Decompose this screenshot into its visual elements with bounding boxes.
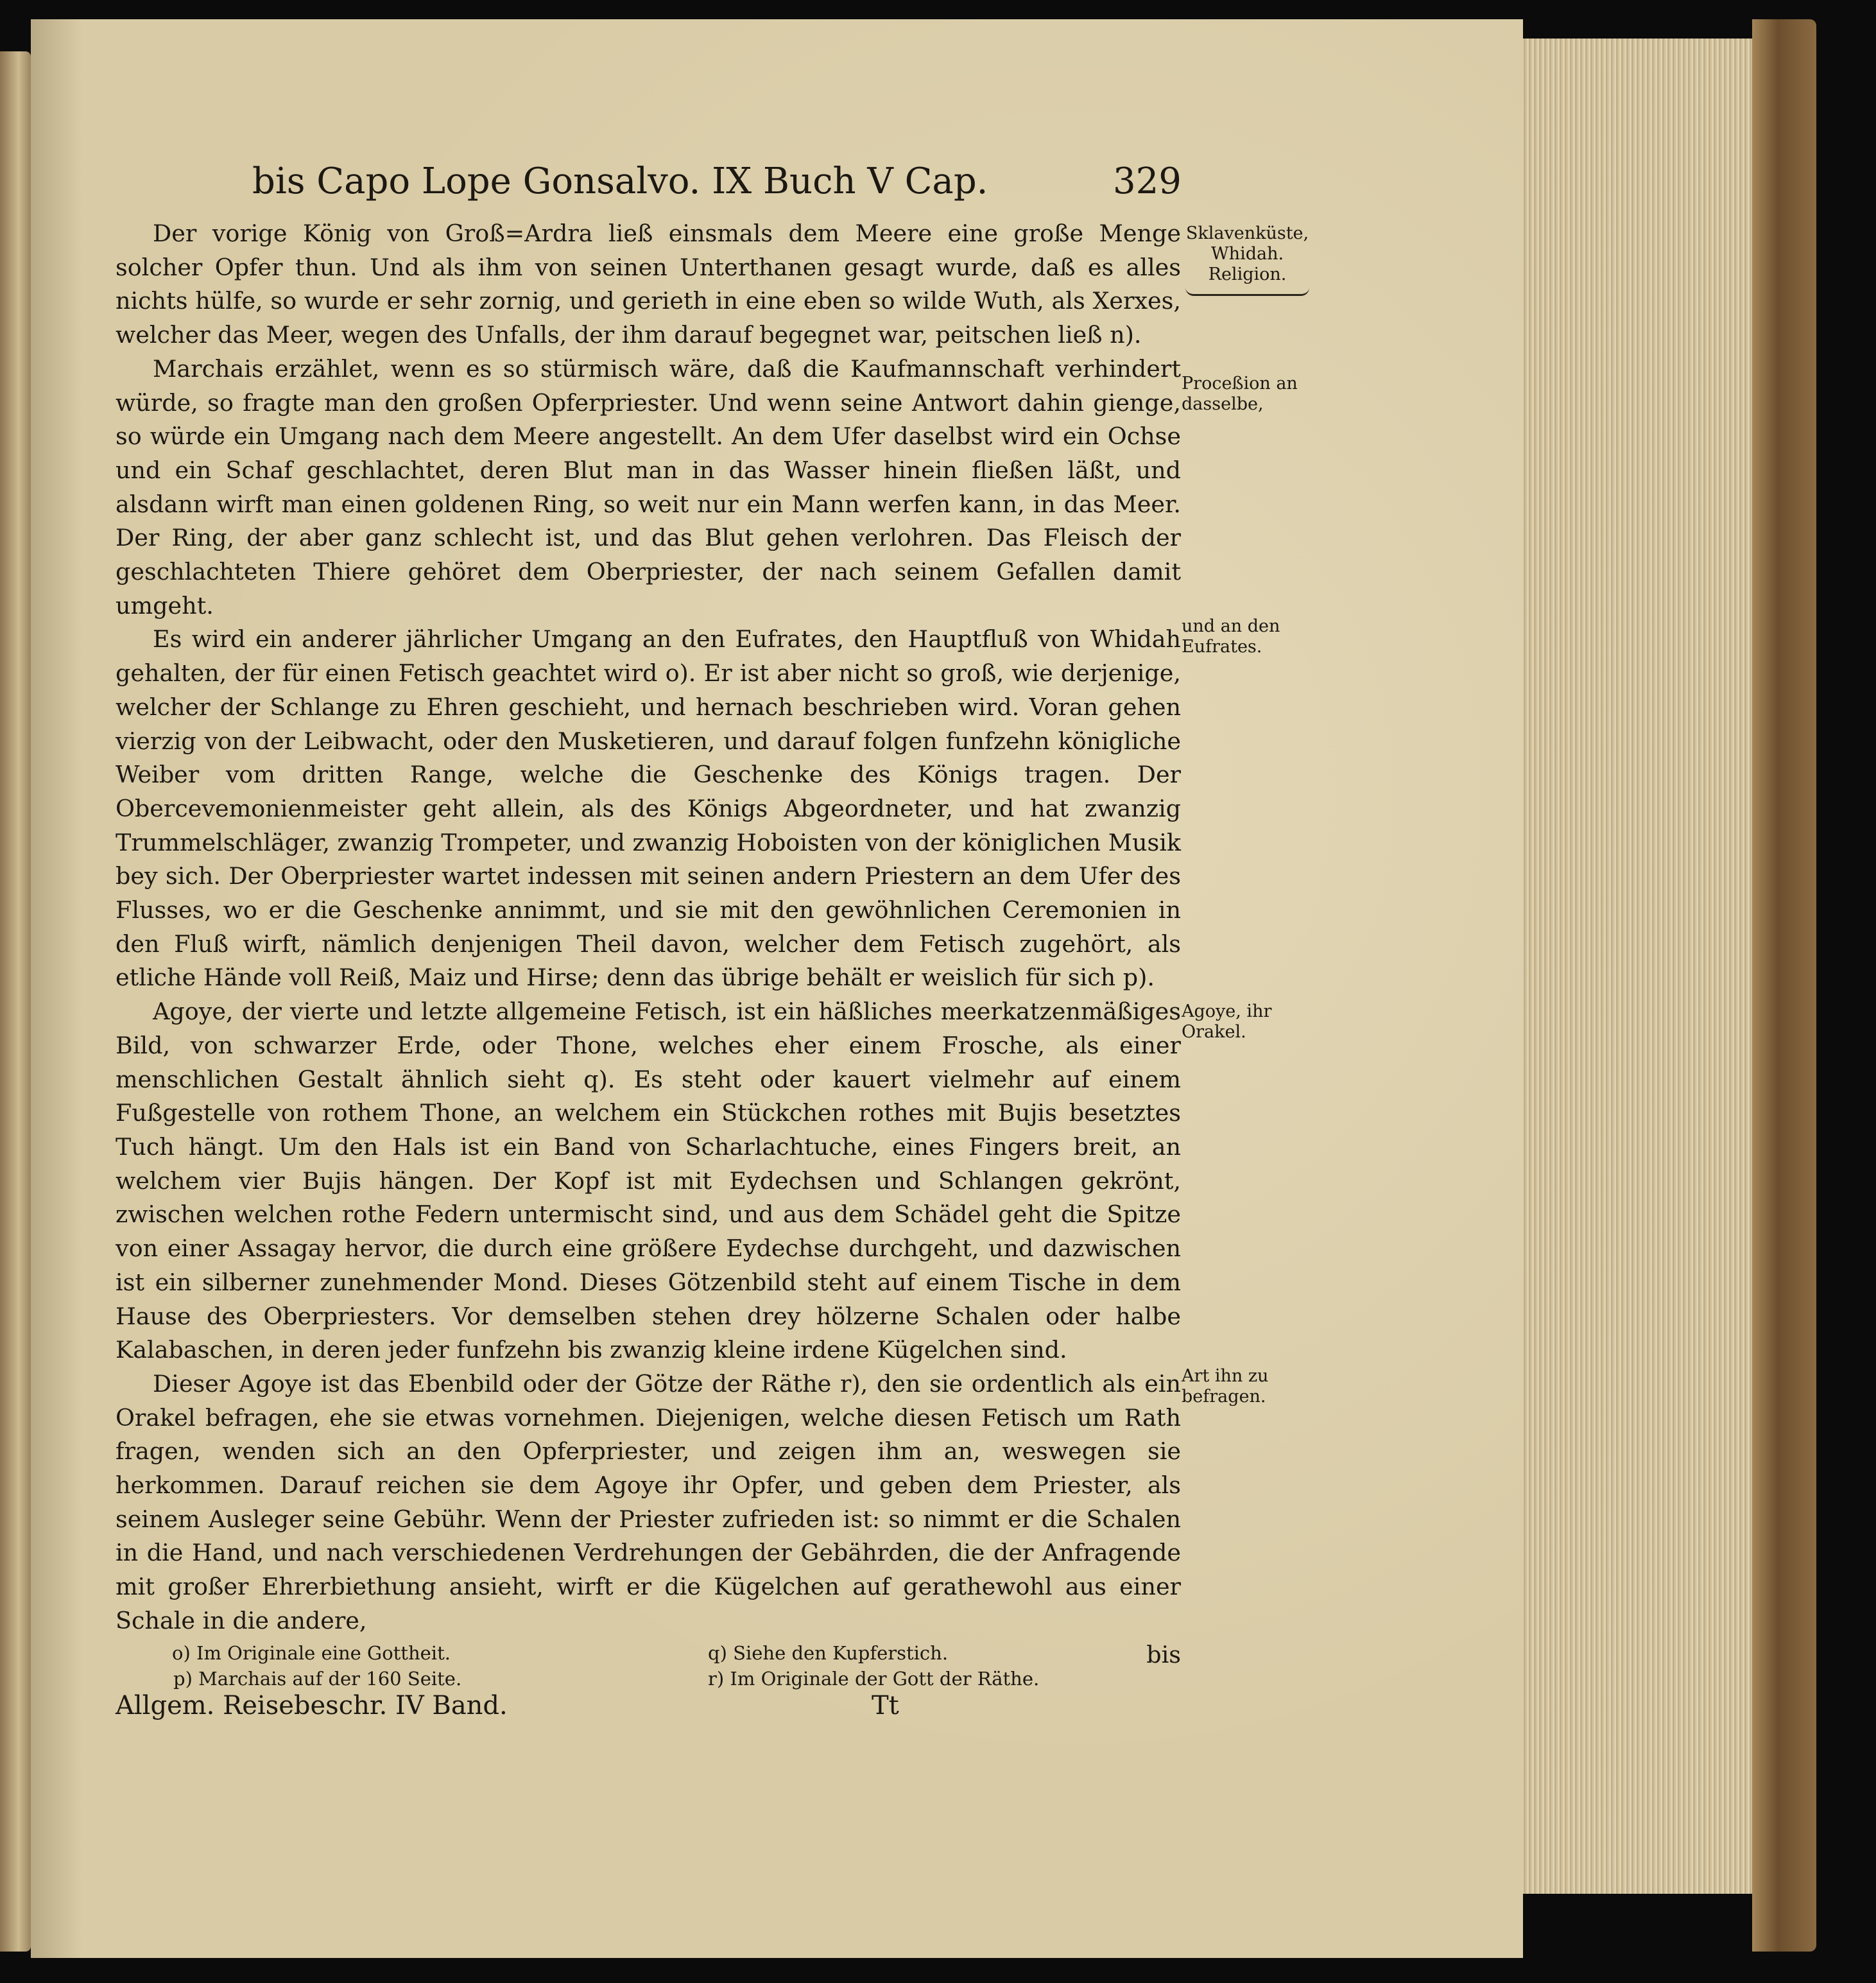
brace-decoration (1185, 288, 1309, 296)
margin-note: und an den Eufrates. (1182, 616, 1280, 657)
margin-note: Art ihn zu befragen. (1182, 1366, 1269, 1407)
running-title: bis Capo Lope Gonsalvo. IX Buch V Cap. (252, 160, 988, 202)
margin-note: Agoye, ihr Orakel. (1182, 1001, 1272, 1042)
margin-note-text: Sklavenküste, Whidah. Religion. (1185, 223, 1309, 284)
catchword: bis (1146, 1640, 1181, 1668)
signature-mark: Tt (872, 1691, 899, 1720)
paragraph: Der vorige König von Groß=Ardra ließ einsmals dem Meere eine große Menge solcher Opfer thun. Und als ihm von seinen Unterthanen gesagt wurde, daß es alles nichts hülfe, so wurde er sehr zornig, und gerieth in eine eben so wilde Wuth, als Xerxes, welcher das Meer, wegen des Unfalls, der ihm darauf begegnet war, peitschen ließ n). (116, 220, 1181, 349)
facing-page-edge (0, 51, 31, 1952)
footnote-o: o) Im Originale eine Gottheit. (172, 1642, 451, 1664)
footnote-p: p) Marchais auf der 160 Seite. (173, 1668, 462, 1690)
paragraph: Agoye, der vierte und letzte allgemeine Fetisch, ist ein häßliches meerkatzenmäßiges Bild, von schwarzer Erde, oder Thone, welches eher einem Frosche, als einer menschlichen Gestalt ähnlich sieht q). Es steht oder kauert vielmehr auf einem Fußgestelle von rothem Thone, an welchem ein Stückchen rothes mit Bujis besetztes Tuch hängt. Um den Hals ist ein Band von Scharlachtuche, eines Fingers breit, an welchem vier Bujis hängen. Der Kopf ist mit Eydechsen und Schlangen gekrönt, zwischen welchen rothe Federn untermischt sind, und aus dem Schädel geht die Spitze von einer Assagay hervor, die durch eine größere Eydechse durchgeht, und dazwischen ist ein silberner zunehmender Mond. Dieses Götzenbild steht auf einem Tische in dem Hause des Oberpriesters. Vor demselben stehen drey hölzerne Schalen oder halbe Kalabaschen, in deren jeder funfzehn bis zwanzig kleine irdene Kügelchen sind. (116, 998, 1181, 1364)
paragraph: Es wird ein anderer jährlicher Umgang an den Eufrates, den Hauptfluß von Whidah gehalten, der für einen Fetisch geachtet wird o). Er ist aber nicht so groß, wie derjenige, welcher der Schlange zu Ehren geschieht, und hernach beschrieben wird. Voran gehen vierzig von der Leibwacht, oder den Musketieren, und darauf folgen funfzehn königliche Weiber vom dritten Range, welche die Geschenke des Königs tragen. Der Obercevemonienmeister geht allein, als des Königs Abgeordneter, und hat zwanzig Trummelschläger, zwanzig Trompeter, und zwanzig Hoboisten von der königlichen Musik bey sich. Der Oberpriester wartet indessen mit seinen andern Priestern an dem Ufer des Flusses, wo er die Geschenke annimmt, und sie mit den gewöhnlichen Ceremonien in den Fluß wirft, nämlich denjenigen Theil davon, welcher dem Fetisch zugehört, als etliche Hände voll Reiß, Maiz und Hirse; denn das übrige behält er weislich für sich p). (116, 625, 1181, 992)
main-text (116, 217, 1181, 1672)
footnote-q: q) Siehe den Kupferstich. (708, 1642, 949, 1664)
book-page (31, 19, 1523, 1958)
margin-note (1182, 223, 1313, 296)
page-block-edges (1495, 39, 1765, 1894)
margin-note: Proceßion an dasselbe, (1182, 374, 1298, 414)
signature-line: Allgem. Reisebeschr. IV Band. (116, 1691, 508, 1720)
paragraph: Dieser Agoye ist das Ebenbild oder der Götze der Räthe r), den sie ordentlich als ein Orakel befragen, ehe sie etwas vornehmen. Diejenigen, welche diesen Fetisch um Rath fragen, wenden sich an den Opferpriester, und zeigen ihm an, weswegen sie herkommen. Darauf reichen sie dem Agoye ihr Opfer, und geben dem Priester, als seinem Ausleger seine Gebühr. Wenn der Priester zufrieden ist: so nimmt er die Schalen in die Hand, und nach verschiedenen Verdrehungen der Gebährden, die der Anfragende mit großer Ehrerbiethung ansieht, wirft er die Kügelchen auf gerathewohl aus einer Schale in die andere, (116, 1369, 1181, 1634)
page-number: 329 (1113, 160, 1182, 202)
book-cover-edge (1752, 19, 1816, 1952)
paragraph: Marchais erzählet, wenn es so stürmisch wäre, daß die Kaufmannschaft verhindert würde, so fragte man den großen Opferpriester. Und wenn seine Antwort dahin gienge, so würde ein Umgang nach dem Meere angestellt. An dem Ufer daselbst wird ein Ochse und ein Schaf geschlachtet, deren Blut man in das Wasser hinein fließen läßt, und alsdann wirft man einen goldenen Ring, so weit nur ein Mann werfen kann, in das Meer. Der Ring, der aber ganz schlecht ist, und das Blut gehen verlohren. Das Fleisch der geschlachteten Thiere gehöret dem Oberpriester, der nach seinem Gefallen damit umgeht. (116, 354, 1181, 619)
footnote-r: r) Im Originale der Gott der Räthe. (708, 1668, 1040, 1690)
